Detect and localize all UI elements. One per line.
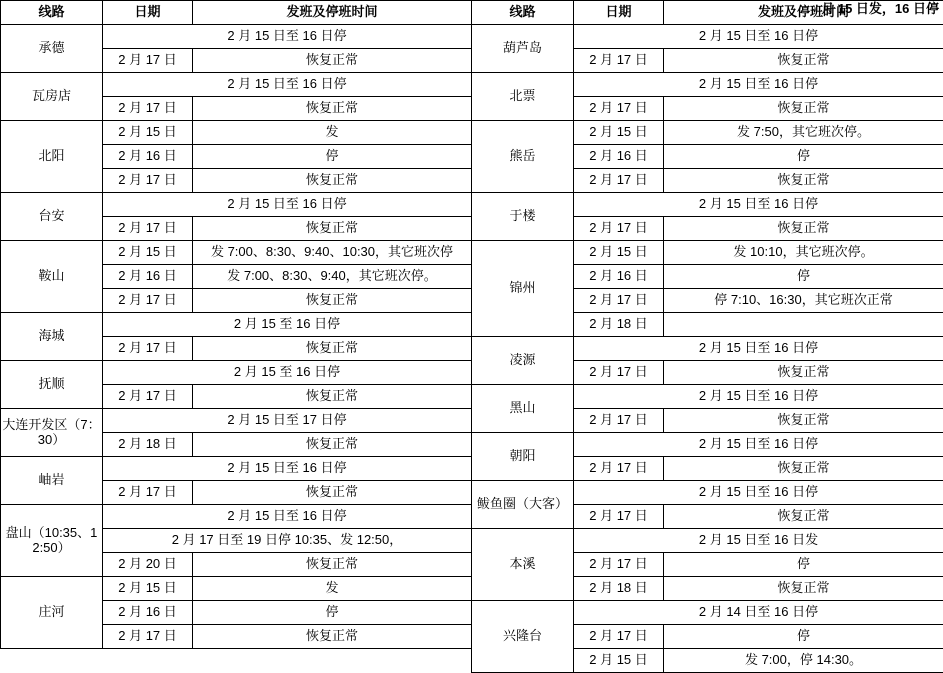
schedule-note-cell: 2 月 15 日至 16 日停 <box>574 337 943 361</box>
header-route: 线路 <box>472 1 574 25</box>
date-cell: 2 月 15 日 <box>574 649 664 673</box>
left-schedule-table <box>0 0 472 649</box>
route-cell: 承德 <box>1 25 103 73</box>
header-row <box>1 1 472 25</box>
date-cell: 2 月 17 日 <box>103 97 193 121</box>
header-date: 日期 <box>103 1 193 25</box>
schedule-note-cell: 2 月 15 日至 16 日停 <box>103 193 472 217</box>
date-cell: 2 月 17 日 <box>574 217 664 241</box>
schedule-time-cell: 恢复正常 <box>193 289 472 313</box>
table-row <box>1 25 472 49</box>
header-route: 线路 <box>1 1 103 25</box>
schedule-note-cell: 2 月 15 日至 16 日停 <box>103 457 472 481</box>
route-cell: 鞍山 <box>1 241 103 313</box>
schedule-time-cell: 发 7:00、8:30、9:40、10:30，其它班次停 <box>193 241 472 265</box>
schedule-note-cell: 2 月 15 日至 16 日停 <box>574 481 943 505</box>
route-cell: 熊岳 <box>472 121 574 193</box>
date-cell: 2 月 16 日 <box>103 145 193 169</box>
right-schedule-table <box>471 0 943 673</box>
schedule-time-cell: 恢复正常 <box>193 217 472 241</box>
schedule-time-cell: 发 <box>193 577 472 601</box>
table-row <box>1 361 472 385</box>
schedule-note-cell: 2 月 15 日至 17 日停 <box>103 409 472 433</box>
table-row <box>1 73 472 97</box>
date-cell: 2 月 16 日 <box>103 265 193 289</box>
schedule-note-cell: 2 月 15 至 16 日停 <box>103 361 472 385</box>
schedule-note-cell: 2 月 15 日至 16 日停 <box>574 193 943 217</box>
date-cell: 2 月 16 日 <box>574 265 664 289</box>
route-cell: 凌源 <box>472 337 574 385</box>
route-cell: 庄河 <box>1 577 103 649</box>
route-cell: 北阳 <box>1 121 103 193</box>
date-cell: 2 月 17 日 <box>574 457 664 481</box>
table-row <box>1 193 472 217</box>
date-cell: 2 月 17 日 <box>103 169 193 193</box>
schedule-time-cell: 恢复正常 <box>664 457 943 481</box>
schedule-time-cell: 停 <box>664 553 943 577</box>
date-cell: 2 月 17 日 <box>103 481 193 505</box>
date-cell: 2 月 15 日 <box>574 241 664 265</box>
date-cell: 2 月 17 日 <box>574 169 664 193</box>
schedule-note-cell: 2 月 15 日至 16 日发 <box>574 529 943 553</box>
table-row <box>472 25 943 49</box>
date-cell: 2 月 17 日 <box>574 625 664 649</box>
route-cell: 鲅鱼圈（大客） <box>472 481 574 529</box>
route-cell: 大连开发区（7：30） <box>1 409 103 457</box>
schedule-time-cell: 停 <box>664 625 943 649</box>
table-row <box>1 505 472 529</box>
schedule-time-cell: 恢复正常 <box>193 49 472 73</box>
table-row <box>1 241 472 265</box>
date-cell: 2 月 17 日 <box>574 361 664 385</box>
route-cell: 本溪 <box>472 529 574 601</box>
schedule-time-cell: 恢复正常 <box>664 169 943 193</box>
date-cell: 2 月 15 日 <box>103 121 193 145</box>
date-cell: 2 月 15 日 <box>103 577 193 601</box>
table-row <box>1 313 472 337</box>
date-cell: 2 月 17 日 <box>574 409 664 433</box>
schedule-time-cell: 恢复正常 <box>664 361 943 385</box>
schedule-note-cell: 2 月 15 日至 16 日停 <box>574 433 943 457</box>
table-row <box>472 193 943 217</box>
date-cell: 2 月 16 日 <box>103 601 193 625</box>
date-cell: 2 月 17 日 <box>103 337 193 361</box>
schedule-note-cell: 2 月 15 日至 16 日停 <box>103 505 472 529</box>
schedule-time-cell: 停 <box>193 601 472 625</box>
table-row <box>472 385 943 409</box>
schedule-time-cell: 恢复正常 <box>193 385 472 409</box>
schedule-note-cell: 2 月 15 日至 16 日停 <box>574 385 943 409</box>
route-cell: 黑山 <box>472 385 574 433</box>
header-date: 日期 <box>574 1 664 25</box>
date-cell: 2 月 17 日 <box>574 49 664 73</box>
date-cell: 2 月 17 日 <box>103 385 193 409</box>
schedule-note-cell: 2 月 14 日至 16 日停 <box>574 601 943 625</box>
route-cell: 朝阳 <box>472 433 574 481</box>
table-row <box>472 337 943 361</box>
schedule-time-cell <box>664 313 943 337</box>
route-cell: 于楼 <box>472 193 574 241</box>
schedule-time-cell: 发 7:50，其它班次停。 <box>664 121 943 145</box>
header-time: 发班及停班时间 <box>664 1 943 25</box>
schedule-note-cell: 2 月 15 至 16 日停 <box>103 313 472 337</box>
route-cell: 瓦房店 <box>1 73 103 121</box>
route-cell: 葫芦岛 <box>472 25 574 73</box>
table-row <box>1 457 472 481</box>
partial-top-text: 月 15 日发，16 日停 <box>821 0 939 17</box>
schedule-time-cell: 恢复正常 <box>193 625 472 649</box>
schedule-note-cell: 2 月 15 日至 16 日停 <box>103 25 472 49</box>
schedule-time-cell: 发 7:00、8:30、9:40，其它班次停。 <box>193 265 472 289</box>
date-cell: 2 月 17 日 <box>103 49 193 73</box>
date-cell: 2 月 18 日 <box>103 433 193 457</box>
schedule-time-cell: 停 <box>664 265 943 289</box>
route-cell: 台安 <box>1 193 103 241</box>
route-cell: 盘山（10:35、12:50） <box>1 505 103 577</box>
table-row <box>472 433 943 457</box>
date-cell: 2 月 17 日 <box>574 553 664 577</box>
date-cell: 2 月 17 日 <box>574 505 664 529</box>
table-row <box>1 121 472 145</box>
schedule-time-cell: 恢复正常 <box>193 433 472 457</box>
date-cell: 2 月 17 日 <box>574 289 664 313</box>
date-cell: 2 月 15 日 <box>103 241 193 265</box>
route-cell: 北票 <box>472 73 574 121</box>
table-row <box>472 481 943 505</box>
table-row <box>472 73 943 97</box>
schedule-time-cell: 恢复正常 <box>193 553 472 577</box>
schedule-time-cell: 发 10:10，其它班次停。 <box>664 241 943 265</box>
date-cell: 2 月 18 日 <box>574 313 664 337</box>
date-cell: 2 月 15 日 <box>574 121 664 145</box>
date-cell: 2 月 18 日 <box>574 577 664 601</box>
route-cell: 兴隆台 <box>472 601 574 673</box>
schedule-time-cell: 恢复正常 <box>193 169 472 193</box>
schedule-time-cell: 恢复正常 <box>193 481 472 505</box>
table-row <box>1 409 472 433</box>
schedule-time-cell: 恢复正常 <box>664 505 943 529</box>
date-cell: 2 月 17 日 <box>103 625 193 649</box>
schedule-time-cell: 发 <box>193 121 472 145</box>
schedule-note-cell: 2 月 15 日至 16 日停 <box>103 73 472 97</box>
schedule-note-cell: 2 月 17 日至 19 日停 10:35、发 12:50， <box>103 529 472 553</box>
route-cell: 锦州 <box>472 241 574 337</box>
date-cell: 2 月 17 日 <box>103 289 193 313</box>
schedule-note-cell: 2 月 15 日至 16 日停 <box>574 73 943 97</box>
table-row <box>472 601 943 625</box>
date-cell: 2 月 20 日 <box>103 553 193 577</box>
header-time: 发班及停班时间 <box>193 1 472 25</box>
route-cell: 岫岩 <box>1 457 103 505</box>
schedule-time-cell: 停 7:10、16:30，其它班次正常 <box>664 289 943 313</box>
table-row <box>472 529 943 553</box>
schedule-time-cell: 停 <box>664 145 943 169</box>
schedule-time-cell: 恢复正常 <box>193 337 472 361</box>
route-cell: 海城 <box>1 313 103 361</box>
schedule-note-cell: 2 月 15 日至 16 日停 <box>574 25 943 49</box>
schedule-time-cell: 恢复正常 <box>193 97 472 121</box>
schedule-time-cell: 恢复正常 <box>664 49 943 73</box>
date-cell: 2 月 17 日 <box>103 217 193 241</box>
table-row <box>472 241 943 265</box>
schedule-time-cell: 恢复正常 <box>664 217 943 241</box>
schedule-time-cell: 发 7:00，停 14:30。 <box>664 649 943 673</box>
table-row <box>1 577 472 601</box>
route-cell: 抚顺 <box>1 361 103 409</box>
table-row <box>472 121 943 145</box>
date-cell: 2 月 16 日 <box>574 145 664 169</box>
schedule-time-cell: 停 <box>193 145 472 169</box>
schedule-time-cell: 恢复正常 <box>664 97 943 121</box>
schedule-time-cell: 恢复正常 <box>664 577 943 601</box>
date-cell: 2 月 17 日 <box>574 97 664 121</box>
schedule-time-cell: 恢复正常 <box>664 409 943 433</box>
